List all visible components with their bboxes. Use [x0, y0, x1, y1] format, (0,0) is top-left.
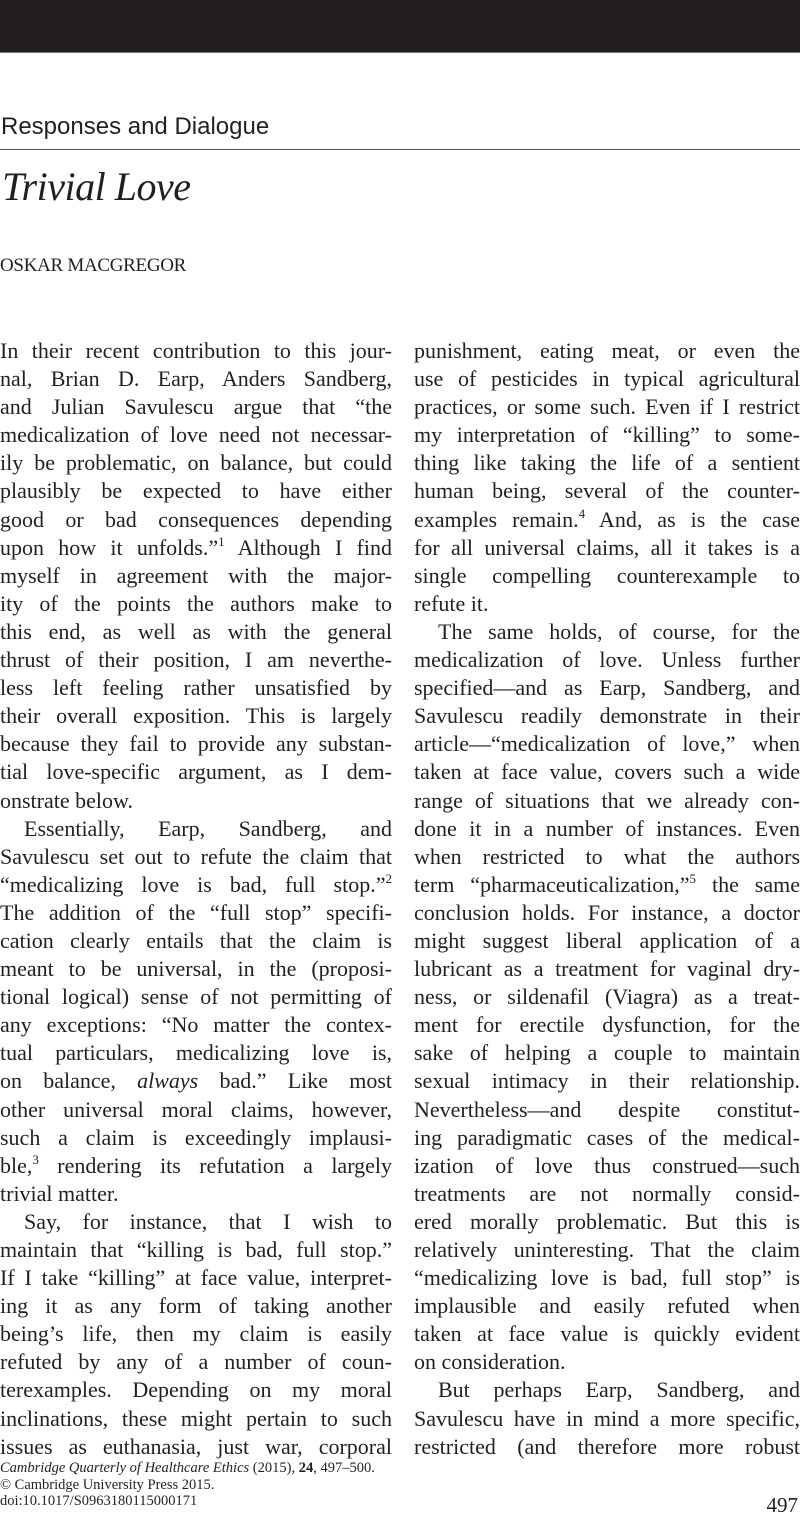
line-text: taken at face value, covers such a wide	[414, 759, 800, 785]
line-text: tual particulars, medicalizing love is,	[0, 1040, 392, 1066]
line-text: And, as is the case	[585, 506, 800, 532]
citation-line	[0, 1460, 375, 1477]
line-text: restricted (and therefore more robust	[414, 1433, 800, 1459]
text-line	[0, 534, 392, 562]
line-text: done it in a number of instances. Even	[414, 815, 800, 841]
text-line	[414, 393, 800, 421]
text-line	[414, 1067, 800, 1095]
line-text: lubricant as a treatment for vaginal dry-	[414, 956, 800, 982]
text-line	[0, 1405, 392, 1433]
text-line	[414, 1433, 800, 1461]
text-line	[414, 1180, 800, 1208]
line-text: ing it as any form of taking another	[0, 1293, 392, 1319]
citation-volume: 24	[298, 1460, 314, 1476]
line-text: Say, for instance, that I wish to	[24, 1208, 392, 1234]
text-line	[0, 1433, 392, 1461]
text-line	[0, 1067, 392, 1095]
line-text: maintain that “killing is bad, full stop.”	[0, 1237, 392, 1262]
text-line	[414, 899, 800, 927]
text-line	[414, 815, 800, 843]
line-text: conclusion holds. For instance, a doctor	[414, 899, 800, 925]
text-line	[414, 1348, 800, 1376]
text-line	[414, 1236, 800, 1264]
line-text: ily be problematic, on balance, but could	[0, 450, 392, 476]
right-column	[414, 337, 800, 1461]
text-line	[414, 1264, 800, 1292]
line-text: onstrate below.	[0, 787, 133, 813]
line-text: trivial matter.	[0, 1180, 119, 1206]
text-line	[0, 758, 392, 786]
text-line	[414, 758, 800, 786]
line-text: ered morally problematic. But this is	[414, 1208, 800, 1234]
text-line	[414, 562, 800, 590]
line-text: any exceptions: “No matter the contex-	[0, 1012, 392, 1038]
line-text: examples remain.	[414, 506, 579, 532]
text-line	[0, 1011, 392, 1039]
doi-link[interactable]: doi:10.1017/S0963180115000171	[0, 1493, 198, 1509]
citation-year: (2015),	[249, 1460, 299, 1476]
line-text: cation clearly entails that the claim is	[0, 927, 392, 953]
line-text: medicalization of love. Unless further	[414, 647, 800, 673]
line-text: single compelling counterexample to	[414, 562, 800, 588]
line-text: In their recent contribution to this jour-	[0, 338, 392, 363]
line-text: Savulescu readily demonstrate in their	[414, 703, 800, 729]
text-line	[0, 449, 392, 477]
text-line	[0, 1292, 392, 1320]
text-line	[0, 562, 392, 590]
text-line	[414, 1039, 800, 1067]
text-line	[0, 1320, 392, 1348]
line-text: ization of love thus construed—such	[414, 1152, 800, 1178]
text-line	[0, 1348, 392, 1376]
journal-name: Cambridge Quarterly of Healthcare Ethics	[0, 1460, 250, 1476]
text-line	[414, 927, 800, 955]
line-text: and Julian Savulescu argue that “the	[0, 394, 392, 420]
line-text: specified—and as Earp, Sandberg, and	[414, 675, 800, 701]
line-text: on balance,	[0, 1068, 138, 1094]
text-line	[414, 702, 800, 730]
text-line	[0, 646, 392, 674]
line-text: ness, or sildenafil (Viagra) as a treat-	[414, 984, 800, 1010]
text-line	[414, 618, 800, 646]
text-line	[414, 787, 800, 815]
line-text: on consideration.	[414, 1349, 566, 1375]
line-text: punishment, eating meat, or even the	[414, 338, 800, 363]
text-line	[414, 421, 800, 449]
line-text: their overall exposition. This is largely	[0, 703, 392, 729]
line-text: human being, several of the counter-	[414, 478, 800, 504]
line-text: “medicalizing love is bad, full stop.”	[0, 871, 386, 897]
line-text: “medicalizing love is bad, full stop” is	[414, 1265, 800, 1291]
text-line	[0, 674, 392, 702]
line-text: Although I find	[224, 534, 392, 560]
line-text: refute it.	[414, 590, 489, 616]
line-text: Savulescu have in mind a more specific,	[414, 1405, 800, 1431]
line-text: less left feeling rather unsatisfied by	[0, 675, 392, 701]
line-text: being’s life, then my claim is easily	[0, 1321, 392, 1347]
line-text: The same holds, of course, for the	[438, 618, 800, 644]
text-line	[0, 1096, 392, 1124]
section-heading: Responses and Dialogue	[1, 113, 270, 140]
text-line	[414, 955, 800, 983]
line-text: ity of the points the authors make to	[0, 590, 392, 616]
line-text: plausibly be expected to have either	[0, 478, 392, 504]
line-text: rendering its refutation a largely	[38, 1152, 392, 1178]
line-text: tial love-specific argument, as I dem-	[0, 759, 392, 785]
author-name: OSKAR MACGREGOR	[0, 255, 187, 276]
line-text: such a claim is exceedingly implausi-	[0, 1124, 392, 1150]
line-text: inclinations, these might pertain to such	[0, 1405, 392, 1431]
footnote-ref[interactable]: 5	[689, 870, 697, 886]
line-text: for all universal claims, all it takes is a	[414, 534, 800, 560]
line-text: sake of helping a couple to maintain	[414, 1040, 800, 1066]
line-text: terexamples. Depending on my moral	[0, 1377, 392, 1403]
line-text: term “pharmaceuticalization,”	[414, 871, 690, 897]
text-line	[414, 843, 800, 871]
line-text: issues as euthanasia, just war, corporal	[0, 1433, 392, 1459]
copyright: © Cambridge University Press 2015.	[0, 1476, 215, 1493]
line-text: Essentially, Earp, Sandberg, and	[24, 815, 392, 841]
line-text: article—“medicalization of love,” when	[414, 731, 800, 757]
text-line	[414, 1405, 800, 1433]
text-line	[0, 1039, 392, 1067]
line-text: use of pesticides in typical agricultural	[414, 366, 800, 392]
text-line	[0, 618, 392, 646]
line-text: bad.” Like most	[198, 1068, 393, 1094]
line-text: when restricted to what the authors	[414, 843, 800, 869]
text-line	[414, 1292, 800, 1320]
text-line	[414, 449, 800, 477]
line-text: Nevertheless—and despite constitut-	[414, 1096, 800, 1122]
text-line	[0, 787, 392, 815]
text-line	[0, 1236, 392, 1264]
line-text: medicalization of love need not necessar-	[0, 422, 392, 448]
line-text: ble,	[0, 1152, 33, 1178]
line-text: myself in agreement with the major-	[0, 562, 392, 588]
line-text: this end, as well as with the general	[0, 618, 392, 644]
text-line	[0, 730, 392, 758]
line-text: The addition of the “full stop” specifi-	[0, 899, 392, 925]
text-line	[0, 1180, 392, 1208]
line-text: good or bad consequences depending	[0, 506, 392, 532]
line-text: might suggest liberal application of a	[414, 927, 800, 953]
text-line	[414, 590, 800, 618]
text-line	[0, 899, 392, 927]
text-line	[0, 1208, 392, 1236]
article-title: Trivial Love	[2, 164, 191, 209]
text-line	[414, 646, 800, 674]
text-line	[414, 1096, 800, 1124]
citation-pages: , 497–500.	[313, 1460, 375, 1476]
line-text: relatively uninteresting. That the claim	[414, 1237, 800, 1262]
text-line	[0, 955, 392, 983]
emphasis: always	[137, 1068, 199, 1094]
text-line	[0, 421, 392, 449]
line-text: thing like taking the life of a sentient	[414, 450, 800, 476]
line-text: Savulescu set out to refute the claim that	[0, 843, 392, 869]
left-column	[0, 337, 392, 1461]
line-text: taken at face value is quickly evident	[414, 1321, 800, 1347]
text-line	[414, 1376, 800, 1404]
text-line	[414, 477, 800, 505]
text-line	[0, 393, 392, 421]
line-text: treatments are not normally consid-	[414, 1180, 800, 1206]
text-line	[0, 1124, 392, 1152]
line-text: thrust of their position, I am neverthe-	[0, 647, 392, 673]
line-text: my interpretation of “killing” to some-	[414, 422, 800, 448]
text-line	[414, 1124, 800, 1152]
text-line	[414, 674, 800, 702]
line-text: refuted by any of a number of coun-	[0, 1349, 392, 1375]
footnote-ref[interactable]: 2	[385, 870, 392, 886]
line-text: other universal moral claims, however,	[0, 1096, 392, 1122]
text-line	[0, 590, 392, 618]
line-text: because they fail to provide any substan-	[0, 731, 392, 757]
text-line	[0, 702, 392, 730]
text-line	[414, 871, 800, 899]
text-line	[0, 927, 392, 955]
text-line	[0, 506, 392, 534]
footnote-ref[interactable]: 1	[218, 533, 225, 549]
line-text: implausible and easily refuted when	[414, 1293, 800, 1319]
text-line	[414, 1208, 800, 1236]
text-line	[414, 730, 800, 758]
line-text: But perhaps Earp, Sandberg, and	[438, 1377, 800, 1403]
line-text: meant to be universal, in the (proposi-	[0, 956, 392, 982]
line-text: If I take “killing” at face value, interpret-	[0, 1265, 392, 1291]
text-line	[414, 1152, 800, 1180]
line-text: range of situations that we already con-	[414, 787, 800, 813]
text-line	[0, 1376, 392, 1404]
text-line	[0, 843, 392, 871]
text-line	[0, 815, 392, 843]
text-line	[414, 1011, 800, 1039]
line-text: sexual intimacy in their relationship.	[414, 1068, 800, 1094]
text-line	[414, 983, 800, 1011]
text-line	[0, 1264, 392, 1292]
line-text: the same	[696, 871, 800, 897]
text-line	[0, 477, 392, 505]
text-line	[0, 1152, 392, 1180]
text-line	[414, 337, 800, 365]
line-text: nal, Brian D. Earp, Anders Sandberg,	[0, 366, 392, 392]
text-line	[0, 871, 392, 899]
line-text: ing paradigmatic cases of the medical-	[414, 1124, 800, 1150]
text-line	[414, 534, 800, 562]
text-line	[414, 365, 800, 393]
text-line	[414, 506, 800, 534]
text-line	[0, 365, 392, 393]
section-rule	[0, 149, 800, 150]
line-text: practices, or some such. Even if I restrict	[414, 394, 800, 420]
text-line	[414, 1320, 800, 1348]
line-text: tional logical) sense of not permitting of	[0, 984, 392, 1010]
header-bar	[0, 0, 800, 53]
text-line	[0, 983, 392, 1011]
footnote-ref[interactable]: 4	[578, 505, 586, 521]
citation-footer	[0, 1460, 375, 1510]
text-line	[0, 337, 392, 365]
line-text: ment for erectile dysfunction, for the	[414, 1012, 800, 1038]
line-text: upon how it unfolds.”	[0, 534, 219, 560]
footnote-ref[interactable]: 3	[32, 1151, 39, 1167]
page-number: 497	[766, 1493, 798, 1517]
